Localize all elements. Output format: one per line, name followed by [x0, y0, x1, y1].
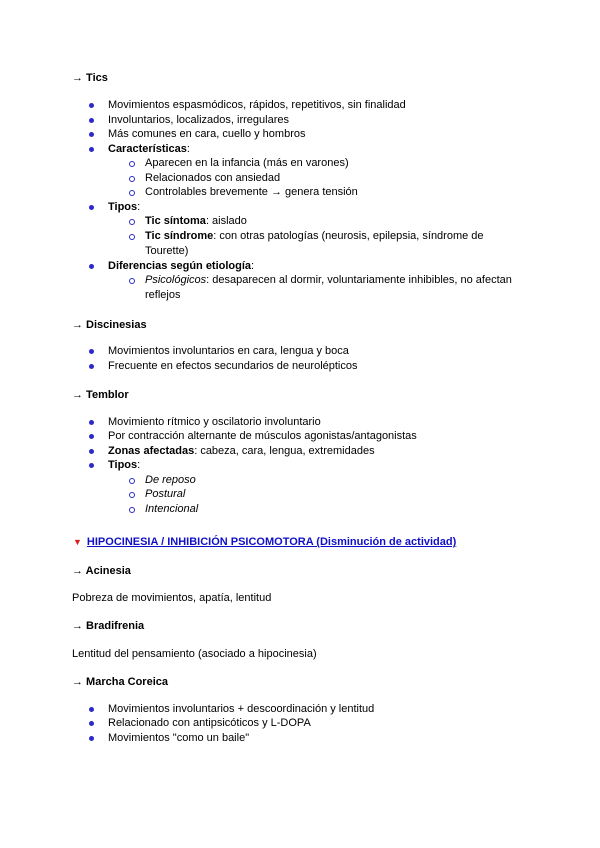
- heading-bradifrenia: → Bradifrenia: [72, 620, 145, 632]
- list-item: Movimientos espasmódicos, rápidos, repetitivos, sin finalidad: [108, 98, 406, 113]
- list-item: Movimientos "como un baile": [108, 731, 249, 746]
- bullet-ring-icon: [129, 478, 135, 484]
- bullet-dot-icon: [89, 132, 94, 137]
- list-item-etiologia: Diferencias según etiología:: [108, 259, 254, 274]
- bullet-dot-icon: [89, 463, 94, 468]
- sub-list-item: Tic síndrome: con otras patologías (neurosis, epilepsia, síndrome de: [145, 229, 484, 244]
- heading-temblor: → Temblor: [72, 389, 129, 401]
- heading-tics: → Tics: [72, 72, 108, 84]
- bullet-dot-icon: [89, 349, 94, 354]
- list-item: Más comunes en cara, cuello y hombros: [108, 127, 305, 142]
- section-link-hipocinesia[interactable]: ▼ HIPOCINESIA / INHIBICIÓN PSICOMOTORA (Disminución de actividad): [73, 536, 457, 548]
- list-item: Movimiento rítmico y oscilatorio involuntario: [108, 415, 321, 430]
- list-item-tipos: Tipos:: [108, 458, 140, 473]
- bullet-dot-icon: [89, 434, 94, 439]
- bullet-dot-icon: [89, 103, 94, 108]
- bullet-ring-icon: [129, 492, 135, 498]
- sub-list-item: Psicológicos: desaparecen al dormir, voluntariamente inhibibles, no afectan: [145, 273, 512, 288]
- bullet-ring-icon: [129, 219, 135, 225]
- bullet-dot-icon: [89, 118, 94, 123]
- list-item-zonas: Zonas afectadas: cabeza, cara, lengua, extremidades: [108, 444, 375, 459]
- list-item: Relacionado con antipsicóticos y L-DOPA: [108, 716, 311, 731]
- bullet-dot-icon: [89, 707, 94, 712]
- bullet-ring-icon: [129, 176, 135, 182]
- list-item: Involuntarios, localizados, irregulares: [108, 113, 289, 128]
- bullet-ring-icon: [129, 234, 135, 240]
- sub-list-item: Intencional: [145, 502, 198, 517]
- bullet-dot-icon: [89, 147, 94, 152]
- bullet-dot-icon: [89, 736, 94, 741]
- list-item-tipos: Tipos:: [108, 200, 140, 215]
- heading-acinesia: → Acinesia: [72, 565, 131, 577]
- list-item-caracteristicas: Características:: [108, 142, 190, 157]
- sub-list-item: Relacionados con ansiedad: [145, 171, 280, 186]
- triangle-down-icon: ▼: [73, 537, 82, 547]
- list-item: Movimientos involuntarios en cara, lengua y boca: [108, 344, 349, 359]
- sub-list-item: Tic síntoma: aislado: [145, 214, 247, 229]
- list-item: Frecuente en efectos secundarios de neurolépticos: [108, 359, 358, 374]
- bullet-ring-icon: [129, 161, 135, 167]
- paragraph-acinesia: Pobreza de movimientos, apatía, lentitud: [72, 592, 272, 604]
- paragraph-bradifrenia: Lentitud del pensamiento (asociado a hipocinesia): [72, 648, 317, 660]
- sub-list-item: Aparecen en la infancia (más en varones): [145, 156, 349, 171]
- heading-marcha-coreica: → Marcha Coreica: [72, 676, 168, 688]
- bullet-ring-icon: [129, 507, 135, 513]
- bullet-dot-icon: [89, 205, 94, 210]
- bullet-ring-icon: [129, 190, 135, 196]
- heading-discinesias: → Discinesias: [72, 319, 147, 331]
- list-item: Movimientos involuntarios + descoordinación y lentitud: [108, 702, 374, 717]
- bullet-dot-icon: [89, 721, 94, 726]
- list-item: Por contracción alternante de músculos agonistas/antagonistas: [108, 429, 417, 444]
- sub-list-item-continuation: Tourette): [145, 245, 189, 257]
- bullet-dot-icon: [89, 449, 94, 454]
- sub-list-item: Controlables brevemente → genera tensión: [145, 185, 358, 200]
- bullet-dot-icon: [89, 264, 94, 269]
- bullet-dot-icon: [89, 420, 94, 425]
- sub-list-item: Postural: [145, 487, 185, 502]
- sub-list-item: De reposo: [145, 473, 196, 488]
- bullet-dot-icon: [89, 364, 94, 369]
- sub-list-item-continuation: reflejos: [145, 289, 181, 301]
- bullet-ring-icon: [129, 278, 135, 284]
